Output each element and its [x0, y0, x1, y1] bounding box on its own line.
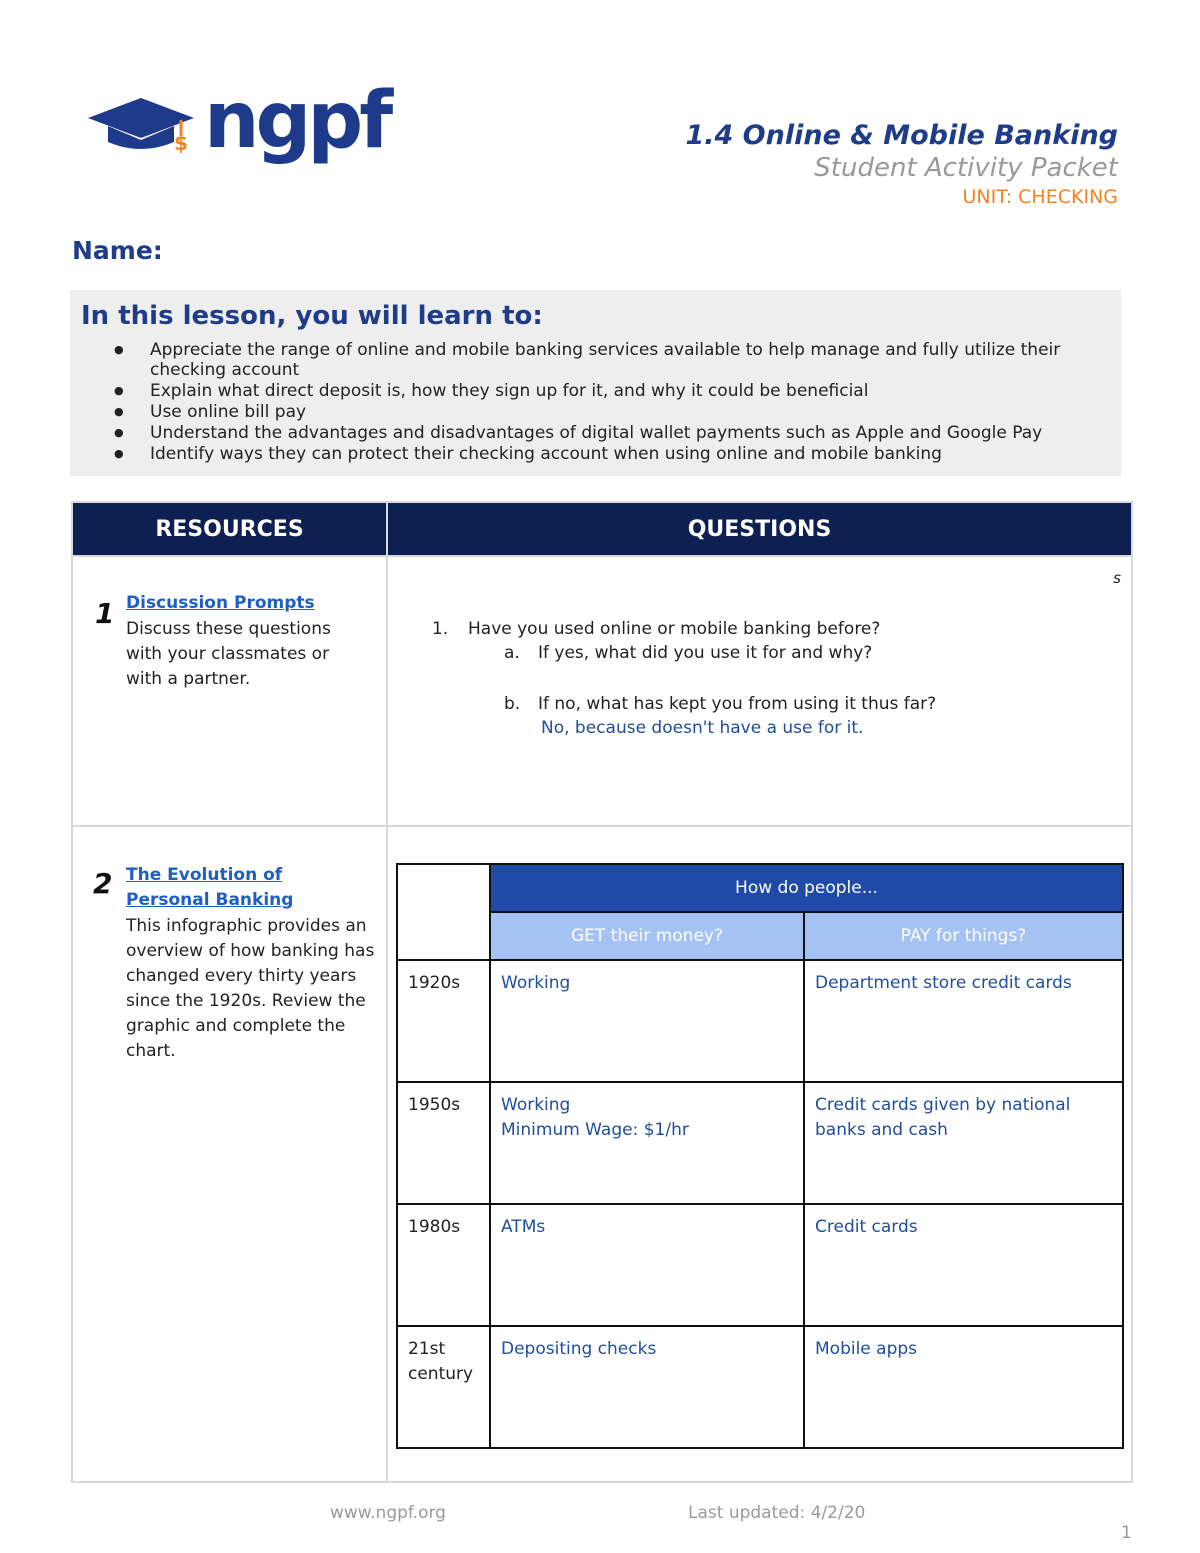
objective-item: ● Identify ways they can protect their checking account when using online and mobile banking: [70, 444, 1110, 464]
packet-subtitle: Student Activity Packet: [814, 153, 1118, 183]
chart-get-answer[interactable]: ATMs: [490, 1204, 804, 1326]
chart-get-header: GET their money?: [490, 912, 804, 960]
chart-era: 21st century: [397, 1326, 490, 1448]
corner-mark: s: [1113, 569, 1121, 587]
resource-number: 2: [93, 867, 113, 900]
question-1b: If no, what has kept you from using it thus far?: [538, 694, 937, 714]
chart-pay-header: PAY for things?: [804, 912, 1123, 960]
page-number: 1: [1121, 1523, 1132, 1543]
chart-pay-answer[interactable]: Credit cards given by national banks and cash: [804, 1082, 1123, 1204]
resource-description: This infographic provides an overview of how banking has changed every thirty years since the 1920s. Review the graphic and complete the chart.: [126, 916, 375, 1061]
resource-number: 1: [95, 597, 115, 630]
name-label: Name:: [72, 236, 163, 265]
answer-1b[interactable]: No, because doesn't have a use for it.: [541, 718, 864, 738]
chart-era: 1920s: [397, 960, 490, 1082]
question-cell-2: [387, 826, 1132, 1482]
chart-how-header: How do people...: [490, 864, 1123, 912]
question-1a: If yes, what did you use it for and why?: [538, 643, 873, 663]
learning-objectives-heading: In this lesson, you will learn to:: [81, 301, 543, 331]
chart-pay-answer[interactable]: Credit cards: [804, 1204, 1123, 1326]
packet-title: 1.4 Online & Mobile Banking: [685, 120, 1118, 151]
footer-website[interactable]: www.ngpf.org: [330, 1503, 446, 1523]
footer-updated: Last updated: 4/2/20: [688, 1503, 866, 1523]
chart-corner-cell: [397, 864, 490, 960]
question-letter-a: a.: [504, 643, 520, 663]
objective-item: ● Understand the advantages and disadvantages of digital wallet payments such as Apple and Google Pay: [70, 423, 1110, 443]
chart-get-answer-line: Minimum Wage: $1/hr: [501, 1120, 689, 1140]
objective-item: ● Use online bill pay: [70, 402, 1110, 422]
resource-cell-1: [72, 556, 387, 826]
chart-get-answer[interactable]: [490, 1082, 804, 1204]
resource-cell-2: [72, 826, 387, 1482]
chart-get-answer[interactable]: Depositing checks: [490, 1326, 804, 1448]
chart-get-answer[interactable]: Working: [490, 960, 804, 1082]
learning-objectives-box: [70, 290, 1121, 476]
discussion-prompts-link[interactable]: Discussion Prompts: [126, 593, 315, 613]
questions-column-header: QUESTIONS: [387, 502, 1132, 556]
objective-item: ● Explain what direct deposit is, how they sign up for it, and why it could be beneficial: [70, 381, 1110, 401]
learning-objectives-list: [70, 340, 1110, 465]
question-letter-b: b.: [504, 694, 521, 714]
ngpf-logo: [86, 76, 390, 166]
evolution-banking-link[interactable]: The Evolution of Personal Banking: [126, 865, 294, 910]
graduation-cap-icon: [86, 94, 196, 154]
chart-get-answer-line: Working: [501, 1095, 571, 1115]
chart-pay-answer[interactable]: Mobile apps: [804, 1326, 1123, 1448]
banking-evolution-chart: [396, 863, 1124, 1449]
question-number: 1.: [432, 619, 449, 639]
resources-questions-table: [71, 501, 1133, 1483]
question-cell-1: [387, 556, 1132, 826]
chart-era: 1980s: [397, 1204, 490, 1326]
chart-era: 1950s: [397, 1082, 490, 1204]
objective-item: ● Appreciate the range of online and mobile banking services available to help manage and fully utilize their checking account: [70, 340, 1110, 380]
question-1: Have you used online or mobile banking before?: [468, 619, 881, 639]
logo-wordmark: ngpf: [204, 76, 390, 166]
resource-description: Discuss these questions with your classmates or with a partner.: [126, 619, 331, 689]
svg-text:$: $: [174, 131, 188, 154]
chart-pay-answer[interactable]: Department store credit cards: [804, 960, 1123, 1082]
resources-column-header: RESOURCES: [72, 502, 387, 556]
unit-label: UNIT: CHECKING: [962, 186, 1118, 208]
